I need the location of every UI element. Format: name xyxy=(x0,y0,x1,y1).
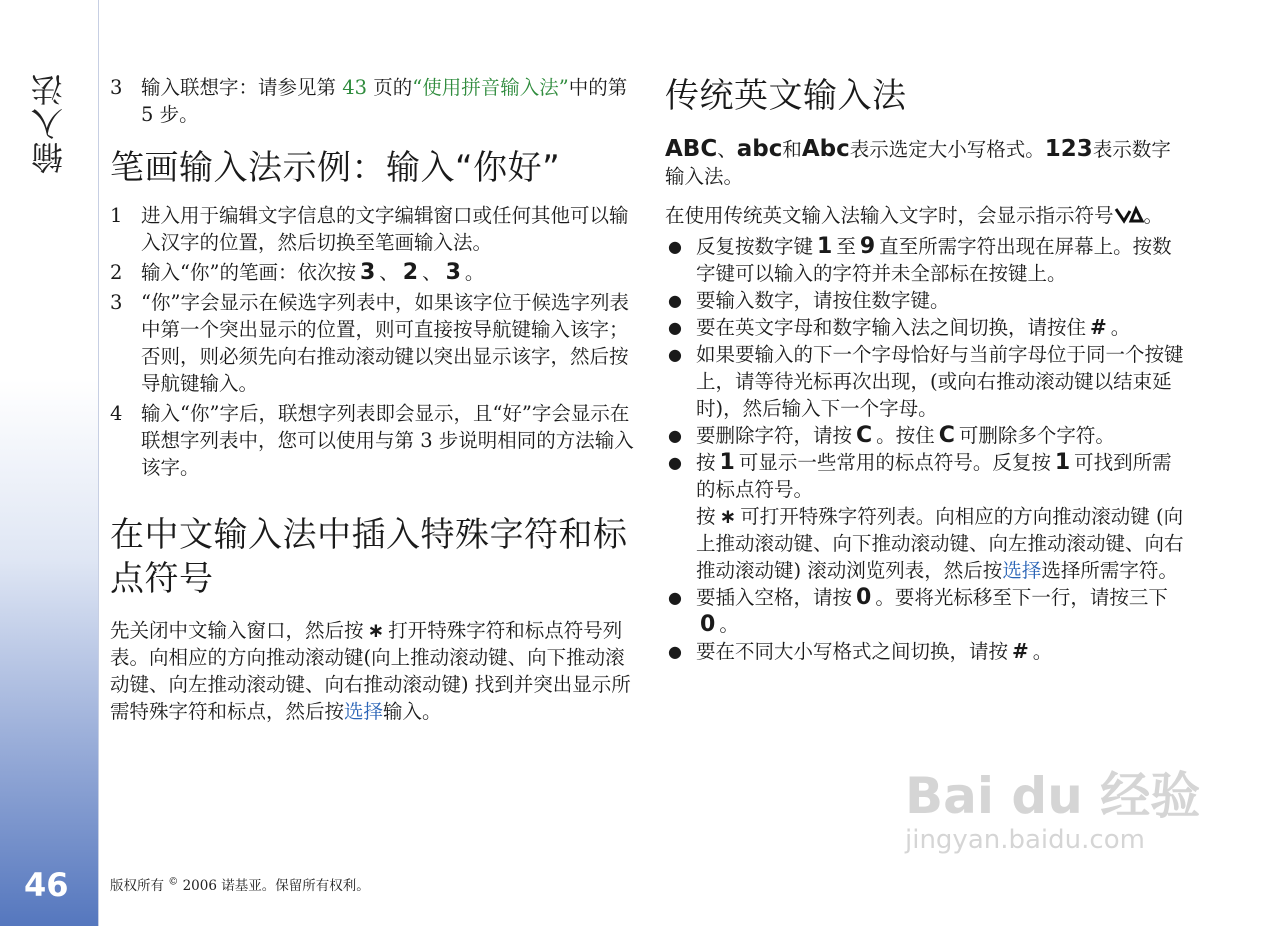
list-text: 。要将光标移至下一行，请按三下 xyxy=(875,586,1168,609)
key-3: 3 xyxy=(445,260,461,285)
right-column xyxy=(665,74,1190,665)
list-number: 3 xyxy=(110,76,123,99)
list-text: 要删除字符，请按 xyxy=(696,424,853,447)
mode-lowercase: abc xyxy=(736,136,783,162)
bullet-icon: ● xyxy=(668,345,682,364)
list-text: 。 xyxy=(1110,316,1131,339)
key-1: 1 xyxy=(1054,450,1071,475)
list-text: 如果要输入的下一个字母恰好与当前字母位于同一个按键上，请等待光标再次出现，(或向右推动滚动键以结束延时)，然后输入下一个字母。 xyxy=(696,343,1184,420)
list-text: 可显示一些常用的标点符号。反复按 xyxy=(738,451,1051,474)
list-text: 可删除多个字符。 xyxy=(958,424,1115,447)
key-1: 1 xyxy=(719,450,735,475)
list-text: 。 xyxy=(1032,640,1053,663)
select-link[interactable]: 选择 xyxy=(344,700,384,723)
paragraph-indicator xyxy=(665,202,1190,229)
list-text: 选择所需字符。 xyxy=(1041,559,1178,582)
mode-numeric: 123 xyxy=(1044,136,1093,162)
list-number: 3 xyxy=(110,291,123,314)
heading-stroke-example: 笔画输入法示例：输入“你好” xyxy=(110,148,561,188)
list-item xyxy=(110,259,635,286)
key-0: 0 xyxy=(856,585,872,610)
bullet-icon: ● xyxy=(668,588,682,607)
baidu-watermark xyxy=(905,768,1225,872)
list-item xyxy=(110,289,635,397)
list-item xyxy=(110,202,635,256)
asterisk-key: ∗ xyxy=(367,618,385,642)
list-text: 。按住 xyxy=(876,424,935,447)
list-item xyxy=(110,74,635,128)
bullet-item xyxy=(665,233,1190,287)
footer-text: 2006 诺基亚。保留所有权利。 xyxy=(178,878,370,894)
bullet-item xyxy=(665,638,1190,665)
paragraph-text: 。 xyxy=(1143,204,1164,227)
paragraph-modes xyxy=(665,136,1190,190)
list-text: 。 xyxy=(719,613,739,636)
section-link[interactable]: “使用拼音输入法” xyxy=(412,76,569,99)
left-column xyxy=(110,74,635,725)
list-text: 直至所需字符出现在屏幕上。按数字键可以输入的字符并未全部标在按键上。 xyxy=(696,235,1172,285)
asterisk-key: ∗ xyxy=(719,504,737,528)
footer-text: 版权所有 xyxy=(110,878,169,894)
list-text: 要在不同大小写格式之间切换，请按 xyxy=(696,640,1009,663)
list-text: 要插入空格，请按 xyxy=(696,586,853,609)
bullet-item xyxy=(665,314,1190,341)
key-2: 2 xyxy=(402,260,419,285)
separator: 和 xyxy=(782,138,802,161)
key-1: 1 xyxy=(817,234,833,259)
paragraph-text: 输入。 xyxy=(383,700,442,723)
heading-english-input: 传统英文输入法 xyxy=(665,76,907,116)
bullet-icon: ● xyxy=(668,318,682,337)
list-text: 。 xyxy=(464,261,485,284)
bullet-icon: ● xyxy=(668,642,682,661)
separator: 、 xyxy=(422,261,442,284)
list-text: 输入“你”字后，联想字列表即会显示，且“好”字会显示在联想字列表中，您可以使用与第 3 步说明相同的方法输入该字。 xyxy=(141,402,634,479)
paragraph-text: 在使用传统英文输入法输入文字时，会显示指示符号 xyxy=(665,204,1114,227)
hash-key: # xyxy=(1090,315,1107,339)
key-0: 0 xyxy=(700,612,716,637)
heading-special-characters: 在中文输入法中插入特殊字符和标点符号 xyxy=(110,515,628,599)
mode-titlecase: Abc xyxy=(801,136,850,162)
select-link[interactable]: 选择 xyxy=(1002,559,1042,582)
bullet-item xyxy=(665,449,1190,584)
list-text: 至 xyxy=(836,235,856,258)
list-text: 要在英文字母和数字输入法之间切换，请按住 xyxy=(696,316,1087,339)
paragraph-text: 打开特殊字符和标点符号列表。向相应的方向推动滚动键(向上推动滚动键、向下推动滚动键、向左推动滚动键、向右推动滚动键) 找到并突出显示所需特殊字符和标点，然后按 xyxy=(110,619,631,723)
list-item xyxy=(110,400,635,481)
bullet-item xyxy=(665,584,1190,638)
section-title: 输入法 xyxy=(30,72,68,174)
list-text: 输入联想字：请参见第 xyxy=(141,76,343,99)
bullet-icon: ● xyxy=(668,453,682,472)
list-text: 反复按数字键 xyxy=(696,235,814,258)
list-text: “你”字会显示在候选字列表中，如果该字位于候选字列表中第一个突出显示的位置，则可直接按导航键输入该字；否则，则必须先向右推动滚动键以突出显示该字，然后按导航键输入。 xyxy=(141,291,629,395)
watermark-logo: Bai du 经验 xyxy=(905,767,1201,825)
sidebar xyxy=(0,0,99,926)
bullet-icon: ● xyxy=(668,237,682,256)
mode-uppercase: ABC xyxy=(665,136,718,162)
list-text: 中的第 5 步。 xyxy=(141,76,628,126)
key-9: 9 xyxy=(859,234,876,259)
list-number: 4 xyxy=(110,402,123,425)
paragraph-special xyxy=(110,617,635,725)
list-text: 可找到所需的标点符号。 xyxy=(696,451,1172,501)
bullet-icon: ● xyxy=(668,291,682,310)
list-text: 按 xyxy=(696,451,716,474)
watermark-url: jingyan.baidu.com xyxy=(905,825,1145,855)
bullet-item xyxy=(665,341,1190,422)
key-c: C xyxy=(856,423,873,448)
paragraph-text: 先关闭中文输入窗口，然后按 xyxy=(110,619,364,642)
list-text: 可打开特殊字符列表。向相应的方向推动滚动键 (向上推动滚动键、向下推动滚动键、向左推动滚动键、向右推动滚动键) 滚动浏览列表，然后按 xyxy=(696,505,1184,582)
bullet-item xyxy=(665,287,1190,314)
separator: 、 xyxy=(717,138,737,161)
separator: 、 xyxy=(379,261,399,284)
list-text: 要输入数字，请按住数字键。 xyxy=(696,289,950,312)
list-number: 2 xyxy=(110,261,123,284)
page-ref: 43 xyxy=(342,76,368,99)
hash-key: # xyxy=(1012,639,1029,663)
paragraph-text: 表示选定大小写格式。 xyxy=(849,138,1045,161)
paragraph-text: 表示数字输入法。 xyxy=(665,138,1171,188)
key-3: 3 xyxy=(359,260,376,285)
list-text: 按 xyxy=(696,505,716,528)
bullet-item xyxy=(665,422,1190,449)
page-number: 46 xyxy=(24,866,69,904)
list-text: 进入用于编辑文字信息的文字编辑窗口或任何其他可以输入汉字的位置，然后切换至笔画输入法。 xyxy=(141,204,629,254)
key-c: C xyxy=(938,423,955,448)
copyright-symbol: © xyxy=(168,876,179,888)
list-text: 页的 xyxy=(367,76,413,99)
list-number: 1 xyxy=(110,204,123,227)
predictive-off-icon xyxy=(1114,205,1144,225)
list-text: 输入“你”的笔画：依次按 xyxy=(141,261,356,284)
bullet-icon: ● xyxy=(668,426,682,445)
copyright-footer xyxy=(110,874,370,894)
